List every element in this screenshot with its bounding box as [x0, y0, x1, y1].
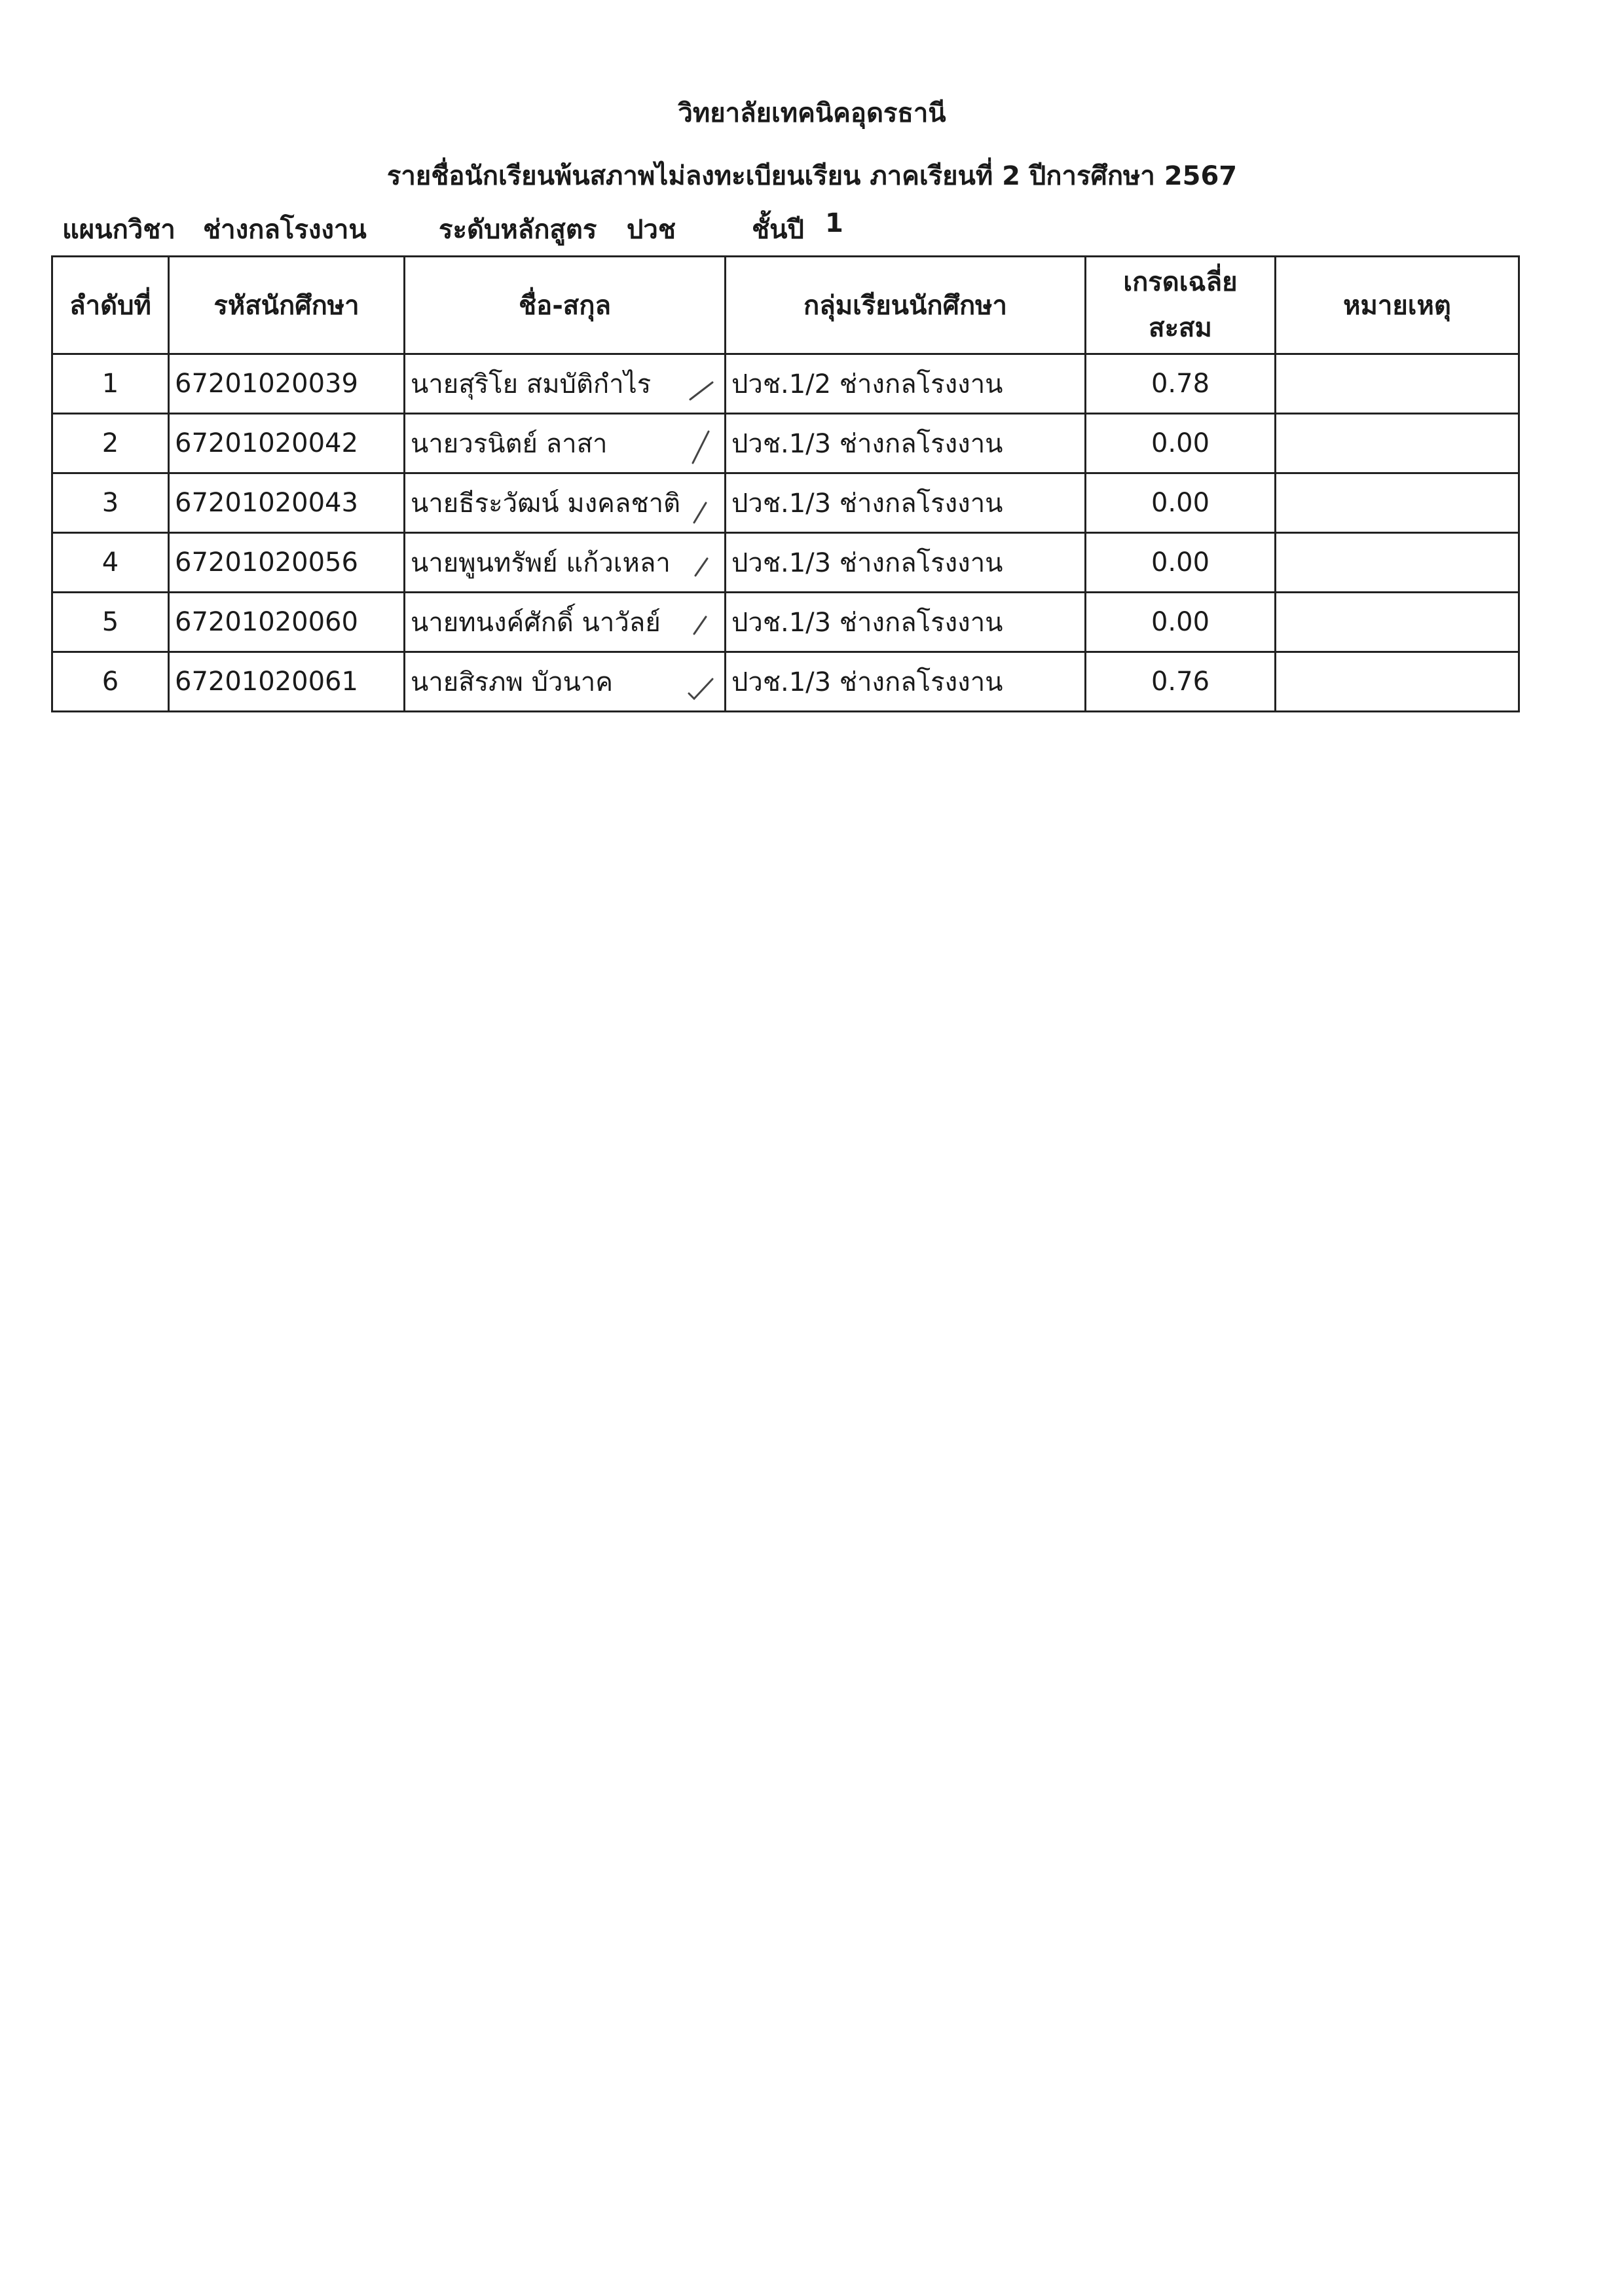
cell-remark	[1276, 473, 1519, 533]
student-name: นายพูนทรัพย์ แก้วเหลา	[411, 548, 671, 578]
cell-student-id: 67201020043	[169, 473, 405, 533]
student-table	[51, 255, 1520, 712]
student-name: นายวรนิตย์ ลาสา	[411, 429, 608, 459]
handwritten-tick-icon	[686, 605, 718, 644]
cell-gpa: 0.00	[1086, 593, 1276, 652]
header-remark: หมายเหตุ	[1276, 257, 1519, 354]
cell-name	[405, 593, 726, 652]
table-row	[52, 533, 1519, 593]
handwritten-tick-icon	[686, 486, 718, 525]
cell-remark	[1276, 533, 1519, 593]
cell-no: 3	[52, 473, 169, 533]
header-no: ลำดับที่	[52, 257, 169, 354]
cell-name	[405, 473, 726, 533]
header-gpa-line1: เกรดเฉลี่ย	[1123, 267, 1238, 297]
dept-label: แผนกวิชา	[62, 215, 175, 245]
cell-student-id: 67201020042	[169, 414, 405, 473]
year-label: ชั้นปี	[752, 215, 804, 245]
cell-no: 5	[52, 593, 169, 652]
student-name: นายสิรภพ บัวนาค	[411, 667, 614, 697]
student-name: นายทนงค์ศักดิ์ นาวัลย์	[411, 608, 661, 638]
cell-remark	[1276, 593, 1519, 652]
handwritten-tick-icon	[686, 426, 718, 466]
institution-title: วิทยาลัยเทคนิคอุดรธานี	[678, 98, 946, 128]
cell-student-id: 67201020060	[169, 593, 405, 652]
cell-remark	[1276, 354, 1519, 414]
cell-gpa: 0.76	[1086, 652, 1276, 712]
header-gpa-line2: สะสม	[1149, 313, 1212, 343]
cell-group: ปวช.1/3 ช่างกลโรงงาน	[726, 533, 1086, 593]
cell-student-id: 67201020039	[169, 354, 405, 414]
cell-no: 6	[52, 652, 169, 712]
cell-remark	[1276, 414, 1519, 473]
cell-student-id: 67201020061	[169, 652, 405, 712]
cell-remark	[1276, 652, 1519, 712]
header-gpa	[1086, 257, 1276, 354]
cell-student-id: 67201020056	[169, 533, 405, 593]
table-row	[52, 652, 1519, 712]
header-group: กลุ่มเรียนนักศึกษา	[726, 257, 1086, 354]
cell-group: ปวช.1/3 ช่างกลโรงงาน	[726, 414, 1086, 473]
cell-name	[405, 354, 726, 414]
year-value: 1	[825, 208, 843, 238]
table-row	[52, 354, 1519, 414]
header-name: ชื่อ-สกุล	[405, 257, 726, 354]
cell-name	[405, 414, 726, 473]
cell-gpa: 0.00	[1086, 414, 1276, 473]
cell-name	[405, 652, 726, 712]
document-subtitle: รายชื่อนักเรียนพ้นสภาพไม่ลงทะเบียนเรียน ภาคเรียนที่ 2 ปีการศึกษา 2567	[386, 161, 1238, 191]
level-value: ปวช	[627, 215, 676, 245]
table-row	[52, 414, 1519, 473]
student-name: นายธีระวัฒน์ มงคลชาติ	[411, 488, 681, 519]
handwritten-tick-icon	[686, 367, 718, 406]
cell-name	[405, 533, 726, 593]
cell-no: 4	[52, 533, 169, 593]
cell-group: ปวช.1/3 ช่างกลโรงงาน	[726, 593, 1086, 652]
cell-gpa: 0.00	[1086, 473, 1276, 533]
table-row	[52, 593, 1519, 652]
cell-gpa: 0.00	[1086, 533, 1276, 593]
cell-gpa: 0.78	[1086, 354, 1276, 414]
cell-no: 2	[52, 414, 169, 473]
cell-group: ปวช.1/2 ช่างกลโรงงาน	[726, 354, 1086, 414]
cell-group: ปวช.1/3 ช่างกลโรงงาน	[726, 652, 1086, 712]
table-row	[52, 473, 1519, 533]
student-name: นายสุริโย สมบัติกำไร	[411, 369, 652, 399]
header-student-id: รหัสนักศึกษา	[169, 257, 405, 354]
handwritten-tick-icon	[686, 665, 718, 704]
cell-no: 1	[52, 354, 169, 414]
table-header-row	[52, 257, 1519, 354]
cell-group: ปวช.1/3 ช่างกลโรงงาน	[726, 473, 1086, 533]
handwritten-tick-icon	[686, 545, 718, 585]
dept-value: ช่างกลโรงงาน	[203, 215, 367, 245]
level-label: ระดับหลักสูตร	[439, 215, 597, 245]
